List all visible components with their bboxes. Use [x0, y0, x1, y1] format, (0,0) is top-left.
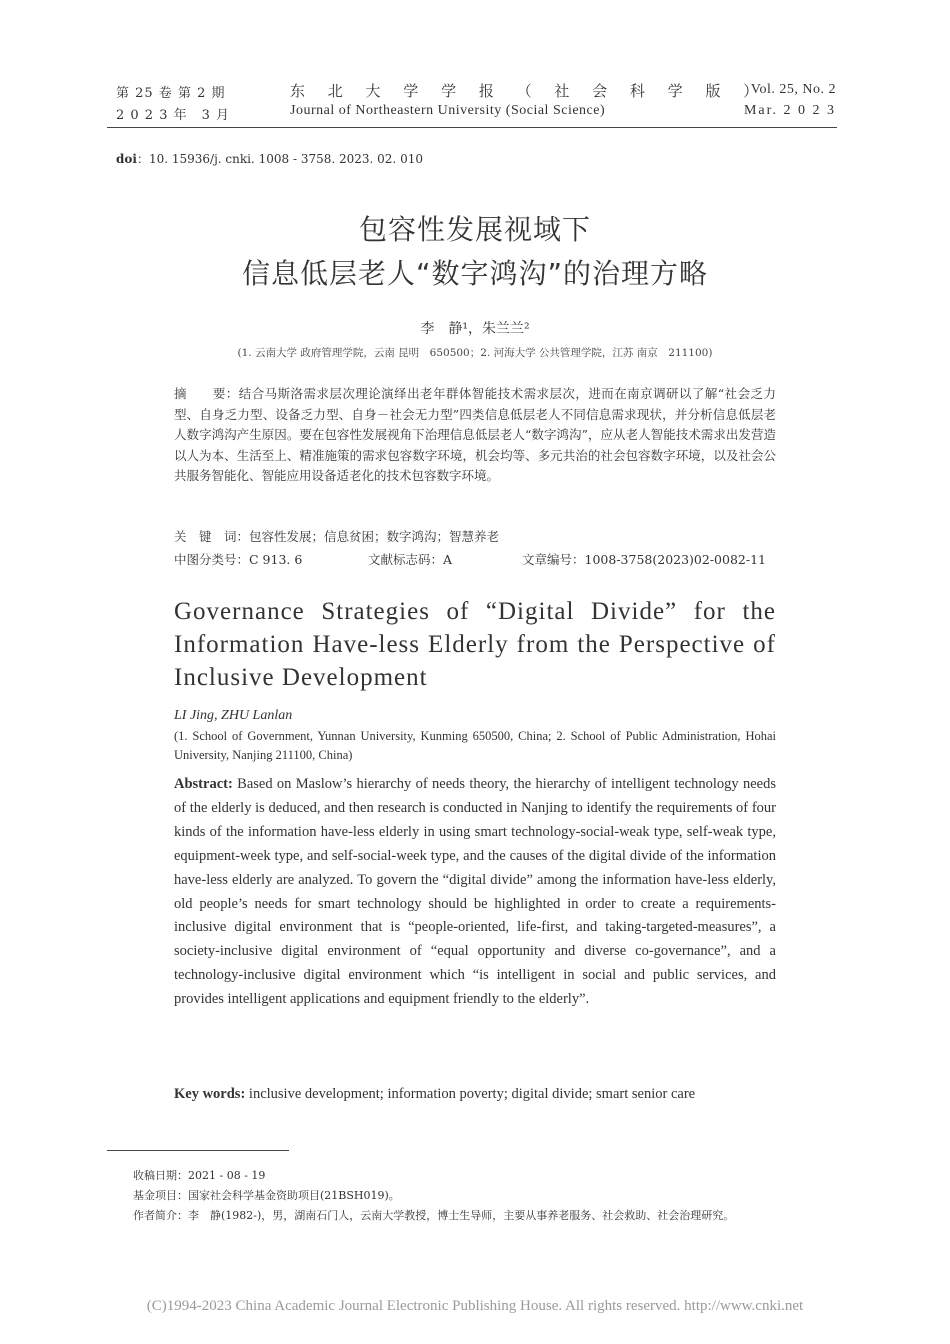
- doi-label: doi: [116, 152, 137, 166]
- keywords-en-text: inclusive development; information poverty; digital divide; smart senior care: [245, 1086, 696, 1102]
- abstract-cn-label: 摘 要：: [174, 386, 239, 401]
- keywords-cn-text: 包容性发展；信息贫困；数字鸿沟；智慧养老: [249, 529, 500, 544]
- article-no-label: 文章编号：: [522, 552, 585, 567]
- article-no-value: 1008-3758(2023)02-0082-11: [584, 552, 766, 567]
- title-cn-line2: 信息低层老人“数字鸿沟”的治理方略: [241, 257, 708, 290]
- title-cn-line1: 包容性发展视域下: [358, 213, 591, 246]
- date-en: Mar. 2 0 2 3: [743, 103, 836, 118]
- journal-name-cn: 东 北 大 学 学 报 （ 社 会 科 学 版 ）: [290, 82, 768, 100]
- title-en: Governance Strategies of “Digital Divide” for the Information Have-less Elderly from the Perspective of Inclusive Development: [174, 598, 776, 691]
- doi-value: ：10. 15936/j. cnki. 1008 - 3758. 2023. 02. 010: [136, 152, 423, 166]
- doi-line: [116, 150, 423, 167]
- keywords-cn-label: 关 键 词：: [174, 529, 250, 544]
- abstract-en-text: Based on Maslow’s hierarchy of needs theory, the hierarchy of intelligent technology needs of the elderly is deduced, and then research is conducted in Nanjing to identify the requirements of four kinds of the information have-less elderly in using smart technology-social-weak type, self-weak type, equipment-week type, and self-social-week type, and the causes of the digital divide of the information have-less elderly are analyzed. To govern the “digital divide” among the information have-less elderly, old people’s needs for smart technology should be highlighted in order to create a requirements-inclusive digital environment that is “people-oriented, life-first, and taking-targeted-measures”, a society-inclusive digital environment of “equal opportunity and diverse co-governance”, and a technology-inclusive digital environment which “is intelligent in social and public services, and provides intelligent applications and equipment friendly to the elderly”.: [174, 776, 776, 1008]
- clc-number: [174, 550, 302, 568]
- clc-label: 中图分类号：: [174, 552, 250, 567]
- abstract-cn-text: 结合马斯洛需求层次理论演绎出老年群体智能技术需求层次，进而在南京调研以了解“社会乏力型、自身乏力型、设备乏力型、自身－社会无力型”四类信息低层老人不同信息需求现状，并分析信息低层老人数字鸿沟产生原因。要在包容性发展视角下治理信息低层老人“数字鸿沟”，应从老人智能技术需求出发营造以人为本、生活至上、精准施策的需求包容数字环境，机会均等、多元共治的社会包容数字环境，以及社会公共服务智能化、智能应用设备适老化的技术包容数字环境。: [174, 386, 776, 483]
- copyright-notice: (C)1994-2023 China Academic Journal Electronic Publishing House. All rights reserved. http://www.cnki.net: [146, 1298, 804, 1314]
- document-code: [368, 550, 452, 568]
- footnote-author-bio: 作者简介：李 静(1982-)，男，湖南石门人，云南大学教授，博士生导师，主要从事养老服务、社会救助、社会治理研究。: [133, 1209, 735, 1222]
- keywords-en-label: Key words:: [174, 1086, 246, 1102]
- affiliations-cn: (1. 云南大学 政府管理学院，云南 昆明 650500；2. 河海大学 公共管理学院，江苏 南京 211100): [237, 347, 713, 359]
- article-number: [522, 550, 766, 568]
- abstract-en: [174, 773, 776, 1012]
- authors-en: LI Jing, ZHU Lanlan: [174, 708, 293, 723]
- journal-name-en: Journal of Northeastern University (Social Science): [290, 103, 606, 118]
- keywords-en: [174, 1083, 776, 1107]
- abstract-en-label: Abstract:: [174, 776, 233, 792]
- affiliations-en: (1. School of Government, Yunnan University, Kunming 650500, China; 2. School of Public Administration, Hohai University, Nanjing 211100, China): [174, 729, 776, 762]
- authors-cn: 李 静¹，朱兰兰²: [420, 321, 530, 337]
- doc-code-label: 文献标志码：: [368, 552, 444, 567]
- header-rule: [107, 127, 837, 128]
- footnote-funding: 基金项目：国家社会科学基金资助项目(21BSH019)。: [133, 1189, 400, 1202]
- clc-value: C 913. 6: [249, 552, 303, 567]
- doc-code-value: A: [443, 552, 453, 567]
- footnote-rule: [107, 1150, 289, 1151]
- keywords-cn: [174, 527, 499, 545]
- volume-issue-cn: 第 25 卷 第 2 期: [116, 86, 226, 101]
- volume-issue-en: Vol. 25, No. 2: [750, 82, 836, 97]
- date-cn: 2 0 2 3 年 3 月: [116, 108, 231, 123]
- footnote-received-date: 收稿日期：2021 - 08 - 19: [133, 1169, 266, 1182]
- abstract-cn: [174, 384, 776, 487]
